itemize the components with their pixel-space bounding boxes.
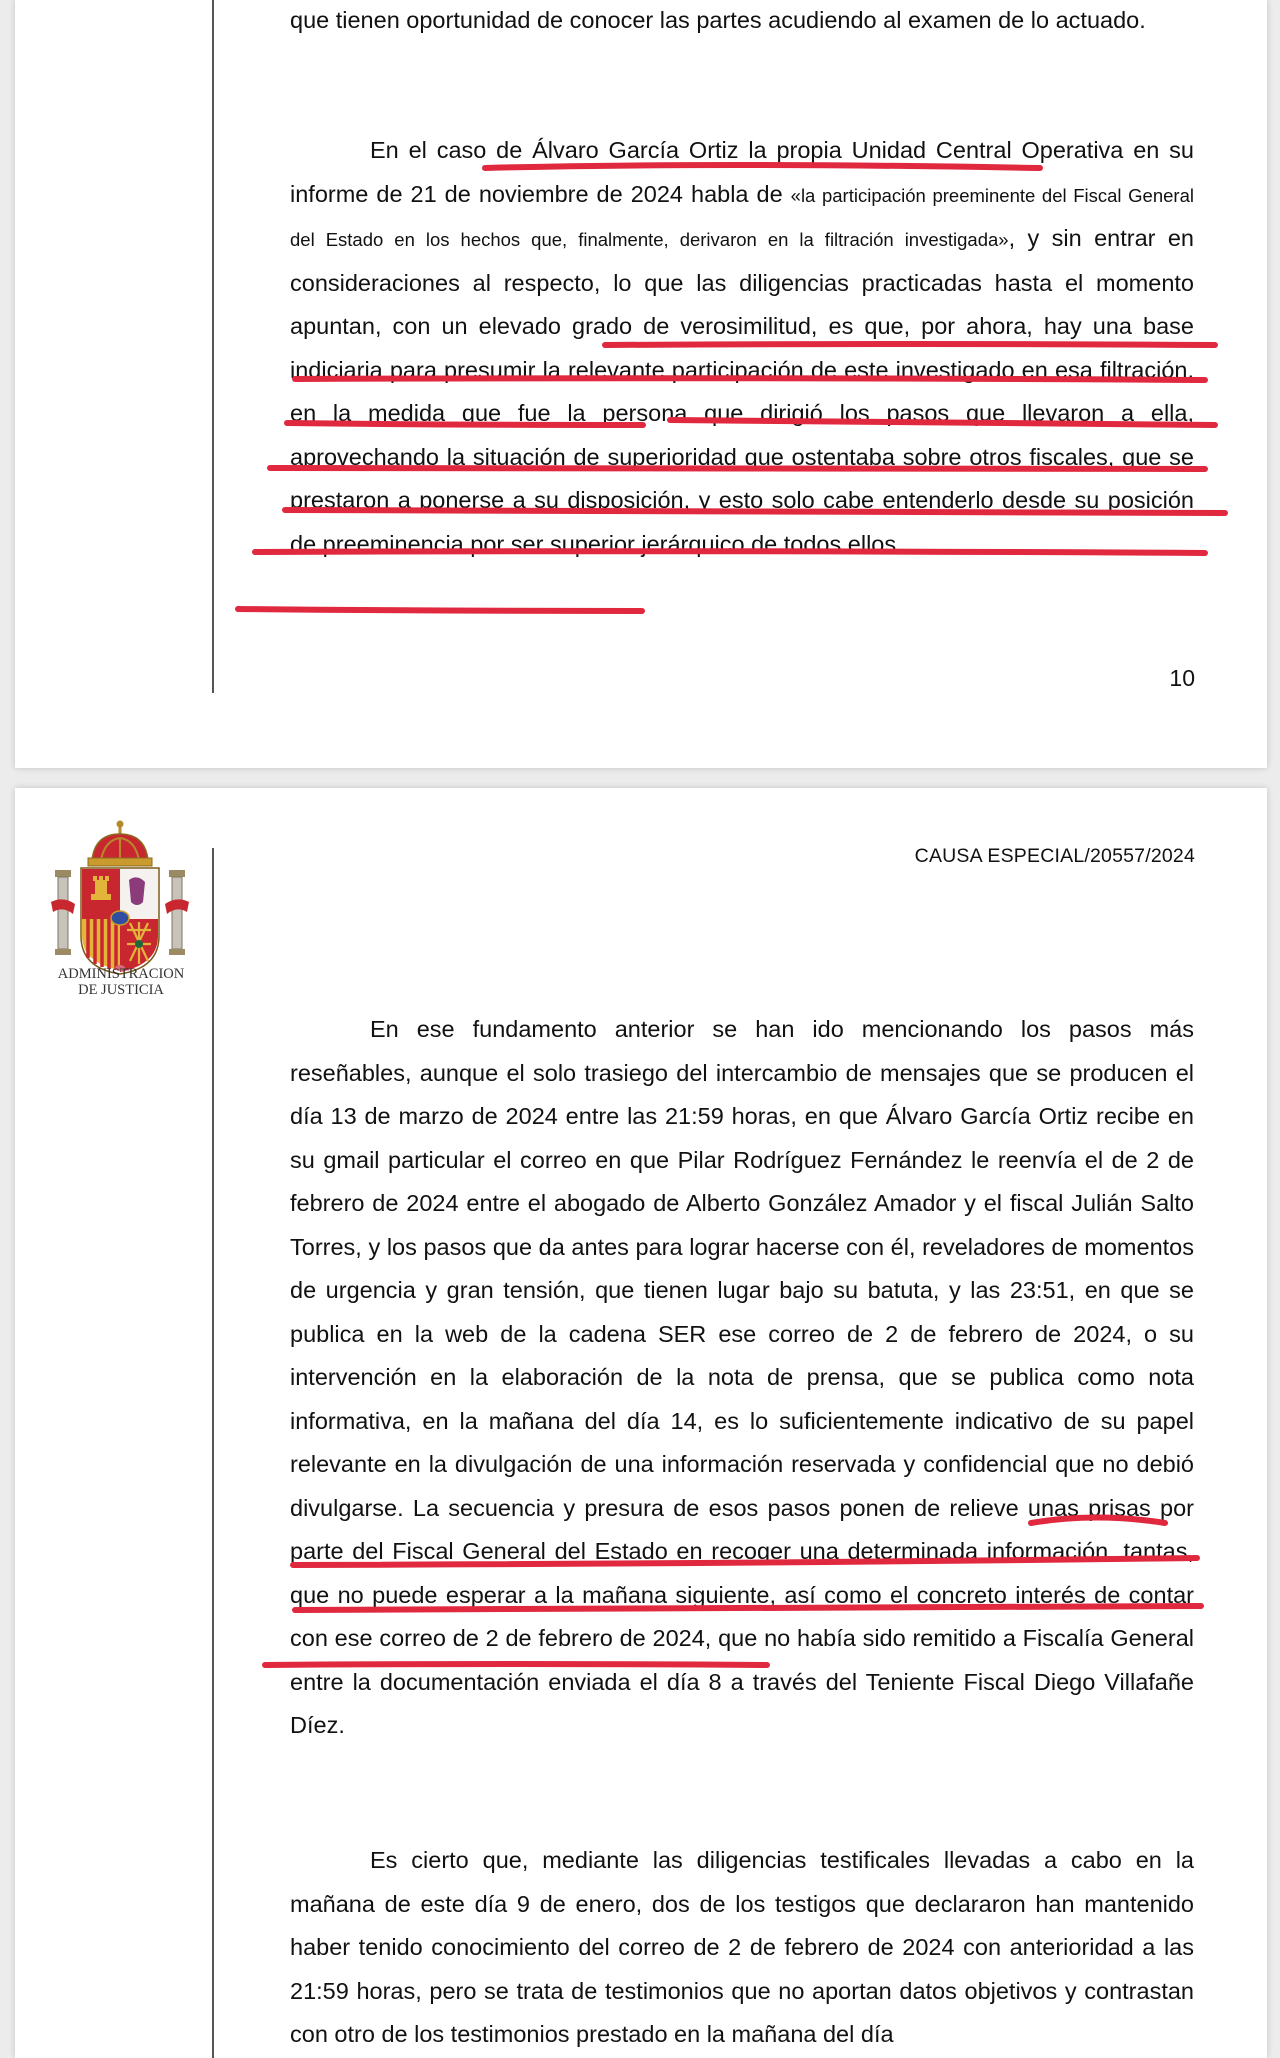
emblem-caption-line-1: ADMINISTRACION (57, 966, 185, 982)
left-margin-rule (212, 0, 214, 693)
paragraph-tail-text: , y sin entrar en consideraciones al respecto, lo que las diligencias practicadas hasta el momento apuntan, con un elevado grado de verosimilitud, es que, por ahora, hay una base indiciaria para presumir la relevante participación de este investigado en esa filtración, en la medida que fue la persona que dirigió los pasos que llevaron a ella, aprovechando la situación de superioridad que ostentaba sobre otros fiscales, que se prestaron a ponerse a su disposición, y esto solo cabe entenderlo desde su posición de preeminencia por ser superior jerárquico de todos ellos. (290, 225, 1194, 557)
emblem-caption-line-2: DE JUSTICIA (78, 982, 164, 998)
paragraph-fundamento: En ese fundamento anterior se han ido mencionando los pasos más reseñables, aunque el solo trasiego del intercambio de mensajes que se producen el día 13 de marzo de 2024 entre las 21:59 horas, en que Álvaro García Ortiz recibe en su gmail particular el correo en que Pilar Rodríguez Fernández le reenvía el de 2 de febrero de 2024 entre el abogado de Alberto González Amador y el fiscal Julián Salto Torres, y los pasos que da antes para lograr hacerse con él, reveladores de momentos de urgencia y gran tensión, que tienen lugar bajo su batuta, y las 23:51, en que se publica en la web de la cadena SER ese correo de 2 de febrero de 2024, o su intervención en la elaboración de la nota de prensa, que se publica como nota informativa, en la mañana del día 14, es lo suficientemente indicativo de su papel relevante en la divulgación de una información reservada y confidencial que no debió divulgarse. La secuencia y presura de esos pasos ponen de relieve unas prisas por parte del Fiscal General del Estado en recoger una determinada información, tantas, que no puede esperar a la mañana siguiente, así como el concreto interés de contar con ese correo de 2 de febrero de 2024, que no había sido remitido a Fiscalía General entre la documentación enviada el día 8 a través del Teniente Fiscal Diego Villafañe Díez. (290, 1016, 1194, 1738)
document-page-11 (15, 788, 1267, 2058)
crown-icon (88, 821, 152, 867)
case-reference: CAUSA ESPECIAL/20557/2024 (914, 845, 1195, 867)
shield-icon (81, 868, 159, 974)
emblem-caption (37, 966, 205, 998)
left-margin-rule (212, 848, 214, 2058)
spanish-coat-of-arms-icon (45, 818, 195, 988)
page-number: 10 (1169, 665, 1195, 691)
paragraph-continued: que tienen oportunidad de conocer las partes acudiendo al examen de lo actuado. (290, 7, 1146, 33)
paragraph-ucoi-report (290, 129, 1194, 566)
underline-mark (238, 609, 642, 611)
quoted-report-text: «la participación preeminente del Fiscal General del Estado en los hechos que, finalmente, derivaron en la filtración investigada» (290, 184, 1194, 250)
paragraph-lead-text: En el caso de Álvaro García Ortiz la propia Unidad Central Operativa en su informe de 21 de noviembre de 2024 habla de (290, 137, 1194, 207)
document-page-10 (15, 0, 1267, 768)
paragraph-testimonios: Es cierto que, mediante las diligencias testificales llevadas a cabo en la mañana de este día 9 de enero, dos de los testigos que declararon han mantenido haber tenido conocimiento del correo de 2 de febrero de 2024 con anterioridad a las 21:59 horas, pero se trata de testimonios que no aportan datos objetivos y contrastan con otro de los testimonios prestado en la mañana del día (290, 1847, 1194, 2047)
